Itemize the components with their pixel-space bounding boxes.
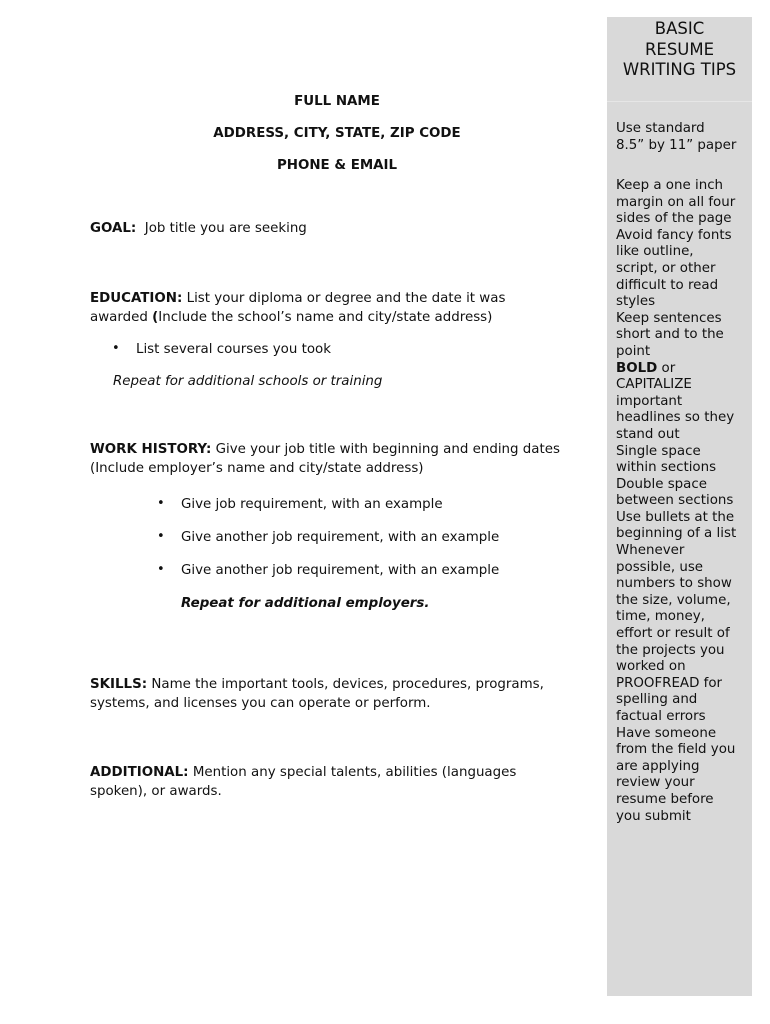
tip-line: from the field you <box>616 742 736 758</box>
sidebar-title <box>607 19 752 81</box>
tips-list <box>616 178 752 825</box>
tip-bold-word: BOLD <box>616 360 658 376</box>
sidebar-title-line: RESUME <box>644 39 715 59</box>
skills-line1: Name the important tools, devices, procedures, programs, <box>151 677 544 692</box>
tip-line-bold <box>616 361 752 378</box>
work-line1: Give your job title with beginning and ending dates <box>215 442 560 457</box>
tip-line: Keep sentences <box>616 310 722 326</box>
tip-line: review your <box>616 775 695 791</box>
skills-line2: systems, and licenses you can operate or perform. <box>90 696 431 711</box>
tip-line: worked on <box>616 659 686 675</box>
work-section <box>90 440 590 478</box>
sidebar-title-line: WRITING TIPS <box>622 60 737 79</box>
tip-line: the projects you <box>616 642 725 658</box>
tip-line: the size, volume, <box>616 592 731 608</box>
tip-paper <box>616 121 750 154</box>
tip-line: Keep a one inch <box>616 178 724 193</box>
work-bullet: Give another job requirement, with an example <box>181 563 500 578</box>
tip-line: margin on all four <box>616 194 736 210</box>
tip-line: headlines so they <box>616 410 735 426</box>
bullet-icon: • <box>157 562 165 577</box>
education-paren: ( <box>152 310 159 325</box>
additional-line2: spoken), or awards. <box>90 784 222 799</box>
tip-line: Have someone <box>616 725 717 741</box>
tip-line: sides of the page <box>616 211 732 227</box>
tip-line: script, or other <box>616 260 716 276</box>
tip-line: Avoid fancy fonts <box>616 227 732 243</box>
tip-line: point <box>616 343 651 359</box>
tip-line: you submit <box>616 808 691 824</box>
education-repeat: Repeat for additional schools or training <box>113 374 383 389</box>
tip-line: short and to the <box>616 327 724 343</box>
tip-line: factual errors <box>616 709 706 724</box>
work-repeat: Repeat for additional employers. <box>181 596 430 611</box>
additional-label: ADDITIONAL: <box>90 765 189 780</box>
sidebar-title-line: BASIC <box>654 19 705 38</box>
tip-line: resume before <box>616 791 714 807</box>
bullet-icon: • <box>112 341 120 356</box>
education-line1: List your diploma or degree and the date it was <box>186 291 506 306</box>
tip-line: Double space <box>616 476 707 492</box>
tip-line: are applying <box>616 758 700 774</box>
tip-line: between sections <box>616 493 734 509</box>
tip-line: styles <box>616 294 656 310</box>
tips-sidebar <box>607 17 752 996</box>
tip-line: stand out <box>616 426 680 442</box>
work-line2: (Include employer’s name and city/state address) <box>90 461 424 476</box>
work-bullet: Give another job requirement, with an example <box>181 530 500 545</box>
tip-line: like outline, <box>616 244 694 260</box>
tip-line: possible, use <box>616 559 704 575</box>
additional-section <box>90 763 590 801</box>
work-bullet: Give job requirement, with an example <box>181 497 443 512</box>
contact-line: PHONE & EMAIL <box>276 158 398 173</box>
tip-line: within sections <box>616 460 717 476</box>
tip-line: 8.5” by 11” paper <box>616 137 737 153</box>
tip-bold-rest: or <box>657 360 676 376</box>
tip-line: effort or result of <box>616 626 730 642</box>
tip-line: Single space <box>616 443 701 459</box>
skills-section <box>90 675 590 713</box>
tip-line: difficult to read <box>616 277 719 293</box>
tip-line: Use standard <box>616 121 705 136</box>
tip-line: important <box>616 393 683 409</box>
education-bullet: List several courses you took <box>136 342 331 357</box>
tip-line: beginning of a list <box>616 526 737 542</box>
goal-label: GOAL: <box>90 221 137 236</box>
bullet-icon: • <box>157 529 165 544</box>
goal-text: Job title you are seeking <box>144 221 307 236</box>
tip-line: Use bullets at the <box>616 509 735 525</box>
bullet-icon: • <box>157 496 165 511</box>
goal-section <box>90 219 307 238</box>
tip-line: time, money, <box>616 609 705 625</box>
tip-line: Whenever <box>616 543 685 559</box>
address-line: ADDRESS, CITY, STATE, ZIP CODE <box>213 126 461 141</box>
education-line2-rest: Include the school’s name and city/state address) <box>158 310 493 325</box>
tip-line: spelling and <box>616 692 698 708</box>
tip-line: PROOFREAD for <box>616 675 723 691</box>
tip-line: numbers to show <box>616 576 732 592</box>
education-label: EDUCATION: <box>90 291 183 306</box>
education-line2-pre: awarded <box>90 310 153 325</box>
additional-line1: Mention any special talents, abilities (languages <box>192 765 517 780</box>
work-label: WORK HISTORY: <box>90 442 212 457</box>
full-name: FULL NAME <box>294 94 380 109</box>
skills-label: SKILLS: <box>90 677 148 692</box>
sidebar-divider <box>607 101 752 102</box>
education-section <box>90 289 590 327</box>
tip-line: CAPITALIZE <box>616 377 692 393</box>
